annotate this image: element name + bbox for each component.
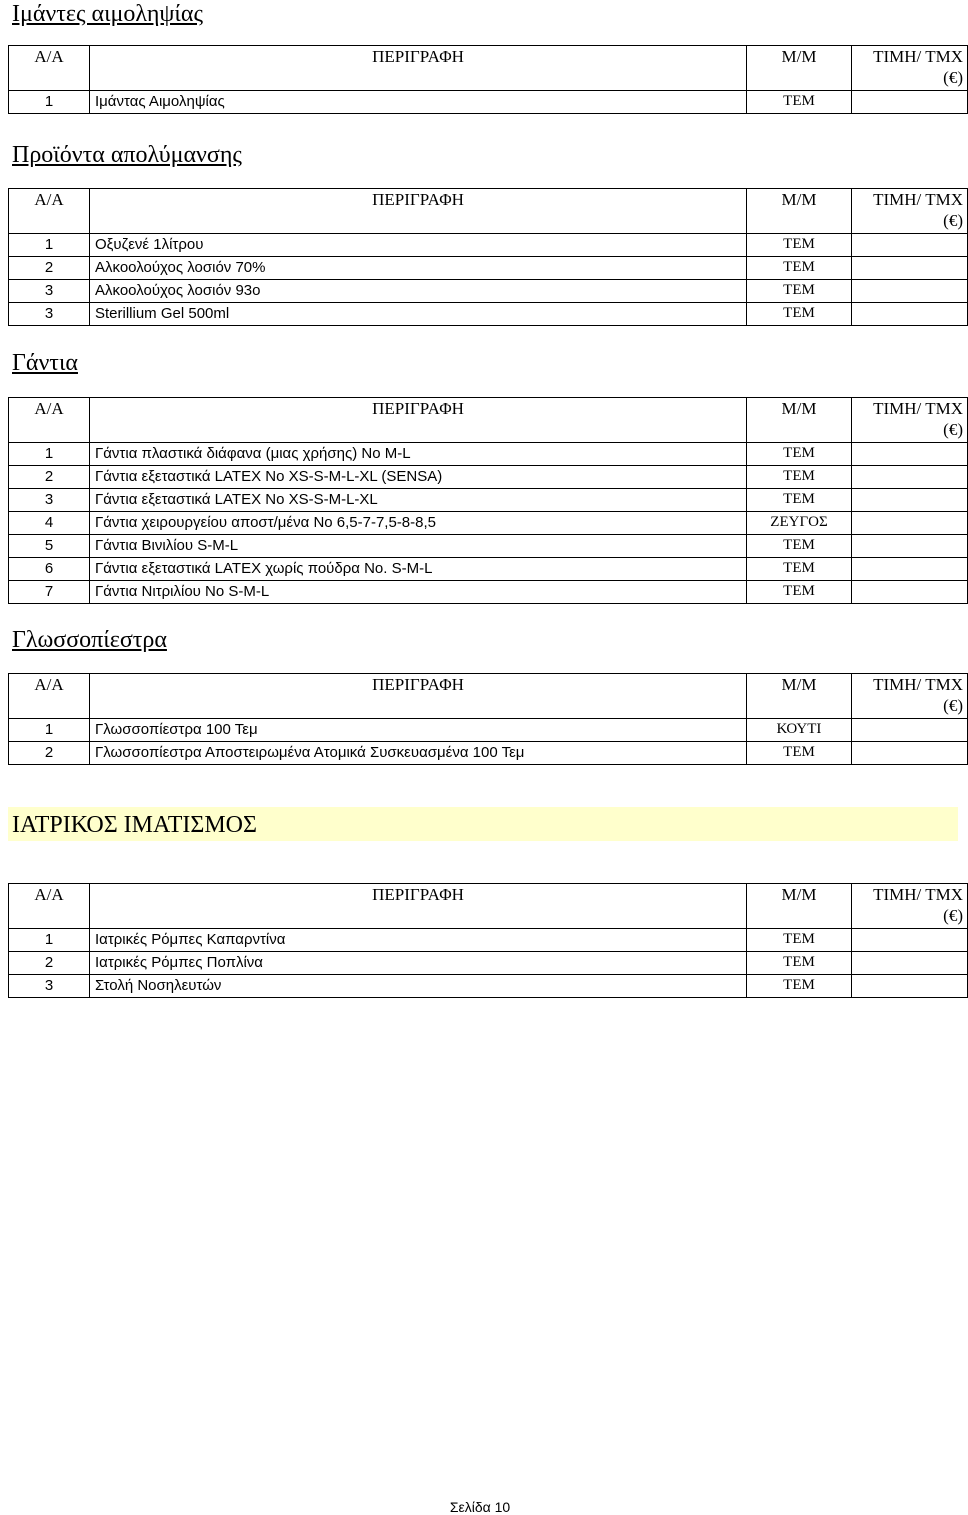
table-row (9, 742, 968, 765)
header-price (852, 884, 968, 929)
header-aa: Α/Α (9, 46, 90, 91)
row-unit: ΤΕΜ (747, 234, 852, 257)
header-aa: Α/Α (9, 674, 90, 719)
table-row (9, 303, 968, 326)
header-aa: Α/Α (9, 884, 90, 929)
header-price-currency: (€) (943, 906, 963, 925)
table-header-row (9, 884, 968, 929)
header-description: ΠΕΡΙΓΡΑΦΗ (90, 884, 747, 929)
table-row (9, 952, 968, 975)
section-title-gloves: Γάντια (12, 350, 78, 376)
section-banner-medical-clothing (8, 807, 958, 841)
row-description: Αλκοολούχος λοσιόν 70% (90, 257, 747, 280)
header-description: ΠΕΡΙΓΡΑΦΗ (90, 398, 747, 443)
row-description: Ιατρικές Ρόμπες Καπαρντίνα (90, 929, 747, 952)
section-title-tongue-depressors: Γλωσσοπίεστρα (12, 627, 167, 653)
row-description: Οξυζενέ 1λίτρου (90, 234, 747, 257)
row-unit: ΤΕΜ (747, 466, 852, 489)
row-number: 1 (9, 719, 90, 742)
header-price-currency: (€) (943, 68, 963, 87)
row-description: Αλκοολούχος λοσιόν 93ο (90, 280, 747, 303)
row-number: 2 (9, 742, 90, 765)
table-row (9, 535, 968, 558)
header-price-currency: (€) (943, 211, 963, 230)
section-title-medical-clothing: ΙΑΤΡΙΚΟΣ ΙΜΑΤΙΣΜΟΣ (12, 812, 257, 838)
row-price[interactable] (852, 719, 968, 742)
row-unit: ΤΕΜ (747, 581, 852, 604)
table-header-row (9, 189, 968, 234)
items-table-tongue-depressors (8, 673, 968, 765)
row-number: 2 (9, 952, 90, 975)
row-number: 5 (9, 535, 90, 558)
row-price[interactable] (852, 975, 968, 998)
row-unit: ΤΕΜ (747, 443, 852, 466)
section-title-strap: Ιμάντες αιμοληψίας (12, 1, 203, 27)
row-number: 1 (9, 234, 90, 257)
row-description: Ιμάντας Αιμοληψίας (90, 91, 747, 114)
header-unit: Μ/Μ (747, 398, 852, 443)
row-unit: ΤΕΜ (747, 975, 852, 998)
row-description: Γάντια Νιτριλίου Νο S-M-L (90, 581, 747, 604)
row-number: 1 (9, 443, 90, 466)
table-row (9, 719, 968, 742)
row-description: Γλωσσοπίεστρα 100 Τεμ (90, 719, 747, 742)
table-row (9, 489, 968, 512)
row-number: 3 (9, 280, 90, 303)
row-number: 4 (9, 512, 90, 535)
row-unit: ΤΕΜ (747, 535, 852, 558)
header-price-label: ΤΙΜΗ/ ΤΜΧ (873, 399, 963, 418)
row-price[interactable] (852, 742, 968, 765)
header-price-currency: (€) (943, 420, 963, 439)
row-number: 3 (9, 975, 90, 998)
items-table-disinfection (8, 188, 968, 326)
items-table-strap (8, 45, 968, 114)
row-price[interactable] (852, 535, 968, 558)
table-row (9, 929, 968, 952)
header-price-currency: (€) (943, 696, 963, 715)
row-description: Γάντια πλαστικά διάφανα (μιας χρήσης) Νο M-L (90, 443, 747, 466)
table-row (9, 257, 968, 280)
row-description: Ιατρικές Ρόμπες Ποπλίνα (90, 952, 747, 975)
row-description: Στολή Νοσηλευτών (90, 975, 747, 998)
row-unit: ΤΕΜ (747, 257, 852, 280)
row-unit: ΤΕΜ (747, 303, 852, 326)
row-description: Γάντια εξεταστικά LATEX Νο XS-S-M-L-XL (SENSA) (90, 466, 747, 489)
header-unit: Μ/Μ (747, 189, 852, 234)
header-price (852, 46, 968, 91)
table-row (9, 280, 968, 303)
table-row (9, 581, 968, 604)
row-number: 3 (9, 303, 90, 326)
row-description: Sterillium Gel 500ml (90, 303, 747, 326)
row-number: 6 (9, 558, 90, 581)
row-unit: ΤΕΜ (747, 558, 852, 581)
header-description: ΠΕΡΙΓΡΑΦΗ (90, 674, 747, 719)
row-price[interactable] (852, 257, 968, 280)
row-price[interactable] (852, 581, 968, 604)
row-description: Γάντια εξεταστικά LATEX Νο XS-S-M-L-XL (90, 489, 747, 512)
row-description: Γάντια χειρουργείου αποστ/μένα Νο 6,5-7-7,5-8-8,5 (90, 512, 747, 535)
header-unit: Μ/Μ (747, 884, 852, 929)
table-row (9, 975, 968, 998)
header-unit: Μ/Μ (747, 46, 852, 91)
page-number: Σελίδα 10 (449, 1499, 511, 1515)
table-row (9, 234, 968, 257)
header-aa: Α/Α (9, 398, 90, 443)
header-unit: Μ/Μ (747, 674, 852, 719)
table-header-row (9, 398, 968, 443)
row-unit: ΤΕΜ (747, 952, 852, 975)
row-number: 2 (9, 257, 90, 280)
header-price (852, 398, 968, 443)
row-unit: ΤΕΜ (747, 280, 852, 303)
row-number: 1 (9, 929, 90, 952)
table-header-row (9, 674, 968, 719)
row-description: Γλωσσοπίεστρα Αποστειρωμένα Ατομικά Συσκευασμένα 100 Τεμ (90, 742, 747, 765)
row-unit: ΤΕΜ (747, 489, 852, 512)
header-price-label: ΤΙΜΗ/ ΤΜΧ (873, 885, 963, 904)
row-unit: ΤΕΜ (747, 91, 852, 114)
header-description: ΠΕΡΙΓΡΑΦΗ (90, 46, 747, 91)
table-row (9, 91, 968, 114)
row-price[interactable] (852, 234, 968, 257)
table-header-row (9, 46, 968, 91)
row-price[interactable] (852, 558, 968, 581)
header-aa: Α/Α (9, 189, 90, 234)
row-description: Γάντια εξεταστικά LATEX χωρίς πούδρα Νο. S-M-L (90, 558, 747, 581)
row-description: Γάντια Βινιλίου S-M-L (90, 535, 747, 558)
table-row (9, 466, 968, 489)
header-description: ΠΕΡΙΓΡΑΦΗ (90, 189, 747, 234)
row-unit: ΖΕΥΓΟΣ (747, 512, 852, 535)
row-unit: ΤΕΜ (747, 742, 852, 765)
header-price (852, 674, 968, 719)
table-row (9, 512, 968, 535)
row-number: 7 (9, 581, 90, 604)
row-unit: ΚΟΥΤΙ (747, 719, 852, 742)
items-table-medical-clothing (8, 883, 968, 998)
header-price-label: ΤΙΜΗ/ ΤΜΧ (873, 190, 963, 209)
items-table-gloves (8, 397, 968, 604)
table-row (9, 558, 968, 581)
row-price[interactable] (852, 303, 968, 326)
row-number: 1 (9, 91, 90, 114)
header-price-label: ΤΙΜΗ/ ΤΜΧ (873, 47, 963, 66)
row-price[interactable] (852, 512, 968, 535)
row-price[interactable] (852, 952, 968, 975)
row-unit: ΤΕΜ (747, 929, 852, 952)
row-price[interactable] (852, 443, 968, 466)
row-number: 2 (9, 466, 90, 489)
row-price[interactable] (852, 91, 968, 114)
row-price[interactable] (852, 489, 968, 512)
row-price[interactable] (852, 466, 968, 489)
header-price (852, 189, 968, 234)
section-title-disinfection: Προϊόντα απολύμανσης (12, 142, 242, 168)
row-price[interactable] (852, 280, 968, 303)
row-number: 3 (9, 489, 90, 512)
table-row (9, 443, 968, 466)
row-price[interactable] (852, 929, 968, 952)
header-price-label: ΤΙΜΗ/ ΤΜΧ (873, 675, 963, 694)
